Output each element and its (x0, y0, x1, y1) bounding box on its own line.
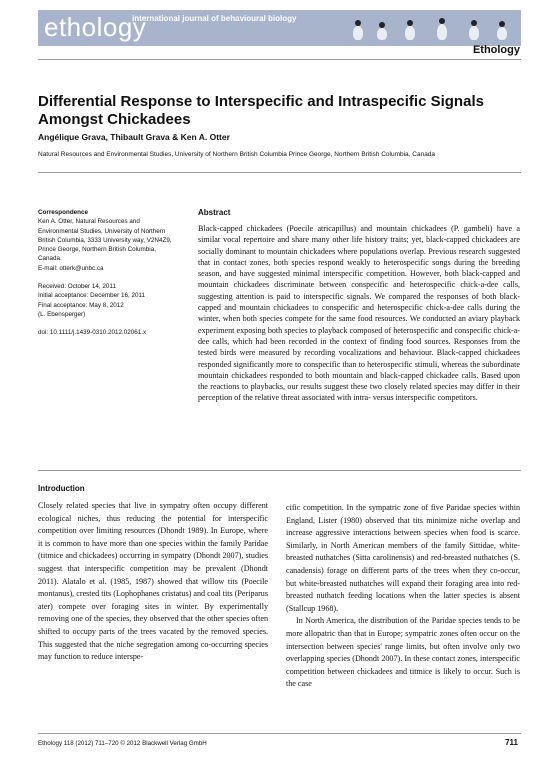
abstract-rule (38, 470, 521, 471)
introduction-paragraph-1: Closely related species that live in sympatry often occupy different ecological niches, thus reducing the potential for interspecific competition over limiting resources (Dhondt 1989). In Europe, where it is common to have more than one species within the family Paridae (titmice and chickadees) occurring in sympatry (Dhondt 2007), studies suggest that interspecific competition may be prevalent (Dhondt 2011). Alatalo et al. (1985, 1987) showed that willow tits (Poecile montanus), crested tits (Lophophanes cristatus) and coal tits (Periparus ater) compete over foraging sites in winter. By experimentally removing one of the species, they observed that the other species often shifted to occupy parts of the trees vacated by the removed species. This suggested that the niche segregation among co-occurring species may function to reduce interspe- (38, 501, 268, 662)
article-title: Differential Response to Interspecific and Intraspecific Signals Amongst Chickadees (38, 93, 484, 128)
article-info-sidebar (38, 208, 178, 338)
article-authors: Angélique Grava, Thibault Grava & Ken A. Otter (38, 132, 230, 142)
title-rule (38, 172, 521, 173)
journal-brand: Ethology (472, 44, 520, 56)
initial-acceptance-date: Initial acceptance: December 16, 2011 (38, 292, 145, 300)
handling-editor: (L. Ebensperger) (38, 310, 86, 318)
introduction-paragraph-2: In North America, the distribution of the Paridae species tends to be more allopatric than that in Europe; sympatric zones often occur on the intersection between species' range limits, but often involve only two overlapping species (Dhondt 2007). In these contact zones, interspecific competition between chickadees and titmice is likely to occur. Such is the case (286, 616, 520, 689)
introduction-heading: Introduction (38, 484, 85, 493)
correspondence-text: Ken A. Otter, Natural Resources and Environmental Studies, University of Northern British Columbia, 3333 University way, V2N4Z9, Prince George, Northern British Columbia, Canada. (38, 218, 172, 263)
introduction-paragraph-continued: cific competition. In the sympatric zone of five Paridae species within England, Lister (1980) observed that tits minimize niche overlap and increase aggressive interactions between species when food is scarce. Similarly, in North American members of the family Sittidae, white-breasted nuthatches (Sitta carolinensis) and red-breasted nuthatches (S. canadensis) forage on different parts of the trees when they co-occur, but white-breasted nuthatches will expand their foraging area into red-breasted nuthatch feeding locations when the latter species is absent (Stallcup 1968). (286, 503, 520, 613)
final-acceptance-date: Final acceptance: May 8, 2012 (38, 301, 124, 309)
correspondence-heading: Correspondence (38, 209, 89, 216)
chickadee-illustration (345, 16, 515, 40)
abstract-text: Black-capped chickadees (Poecile atricapillus) and mountain chickadees (P. gambeli) have a similar vocal repertoire and share many other life history traits; yet, black-capped chickadees are socially dominant to mountain chickadees where populations overlap. Previous research suggested that in contact zones, both species respond weakly to heterospecific songs during the breeding season, and have suggested minimal interspecific competition. However, both black-capped and mountain chickadees discriminate between conspecific and heterospecific chick-a-dee calls, suggesting attention is paid to interspecific signals. We compared the responses of both black-capped and mountain chickadees to conspecific and heterospecific chick-a-dee calls during the winter, when both species compete for the same food resources. We conducted an aviary playback experiment exposing both species to playback composed of heterospecific and conspecific chick-a-dee calls, which had been recorded in the context of finding food sources. Responses from the tested birds were measured by recording vocalizations and behaviour. Black-capped chickadees responded significantly more to conspecific than to heterospecific stimuli, whereas the subordinate mountain chickadees responded to both mountain and black-capped chickadee calls. Based upon the reactions to playbacks, our results suggest these two closely related species may differ in their perception of the relative threat associated with intra- versus interspecific competitors. (198, 224, 520, 403)
journal-logo: ethology (44, 12, 147, 42)
received-date: Received: October 14, 2011 (38, 283, 116, 291)
correspondence-email[interactable]: E-mail: otterk@unbc.ca (38, 264, 104, 272)
footer-citation: Ethology 118 (2012) 711–720 © 2012 Blackwell Verlag GmbH (38, 740, 207, 747)
page-number: 711 (505, 738, 518, 747)
introduction-column-left (38, 500, 268, 664)
journal-subtitle: international journal of behavioural biology (132, 14, 297, 23)
journal-banner (38, 10, 521, 46)
doi[interactable]: doi: 10.1111/j.1439-0310.2012.02061.x (38, 329, 147, 337)
abstract-heading: Abstract (198, 208, 231, 217)
header-rule (38, 59, 521, 60)
introduction-column-right (286, 502, 520, 691)
footer-rule (38, 733, 521, 734)
article-affiliation: Natural Resources and Environmental Studies, University of Northern British Columbia Prince George, Northern British Columbia, Canada (38, 151, 436, 158)
